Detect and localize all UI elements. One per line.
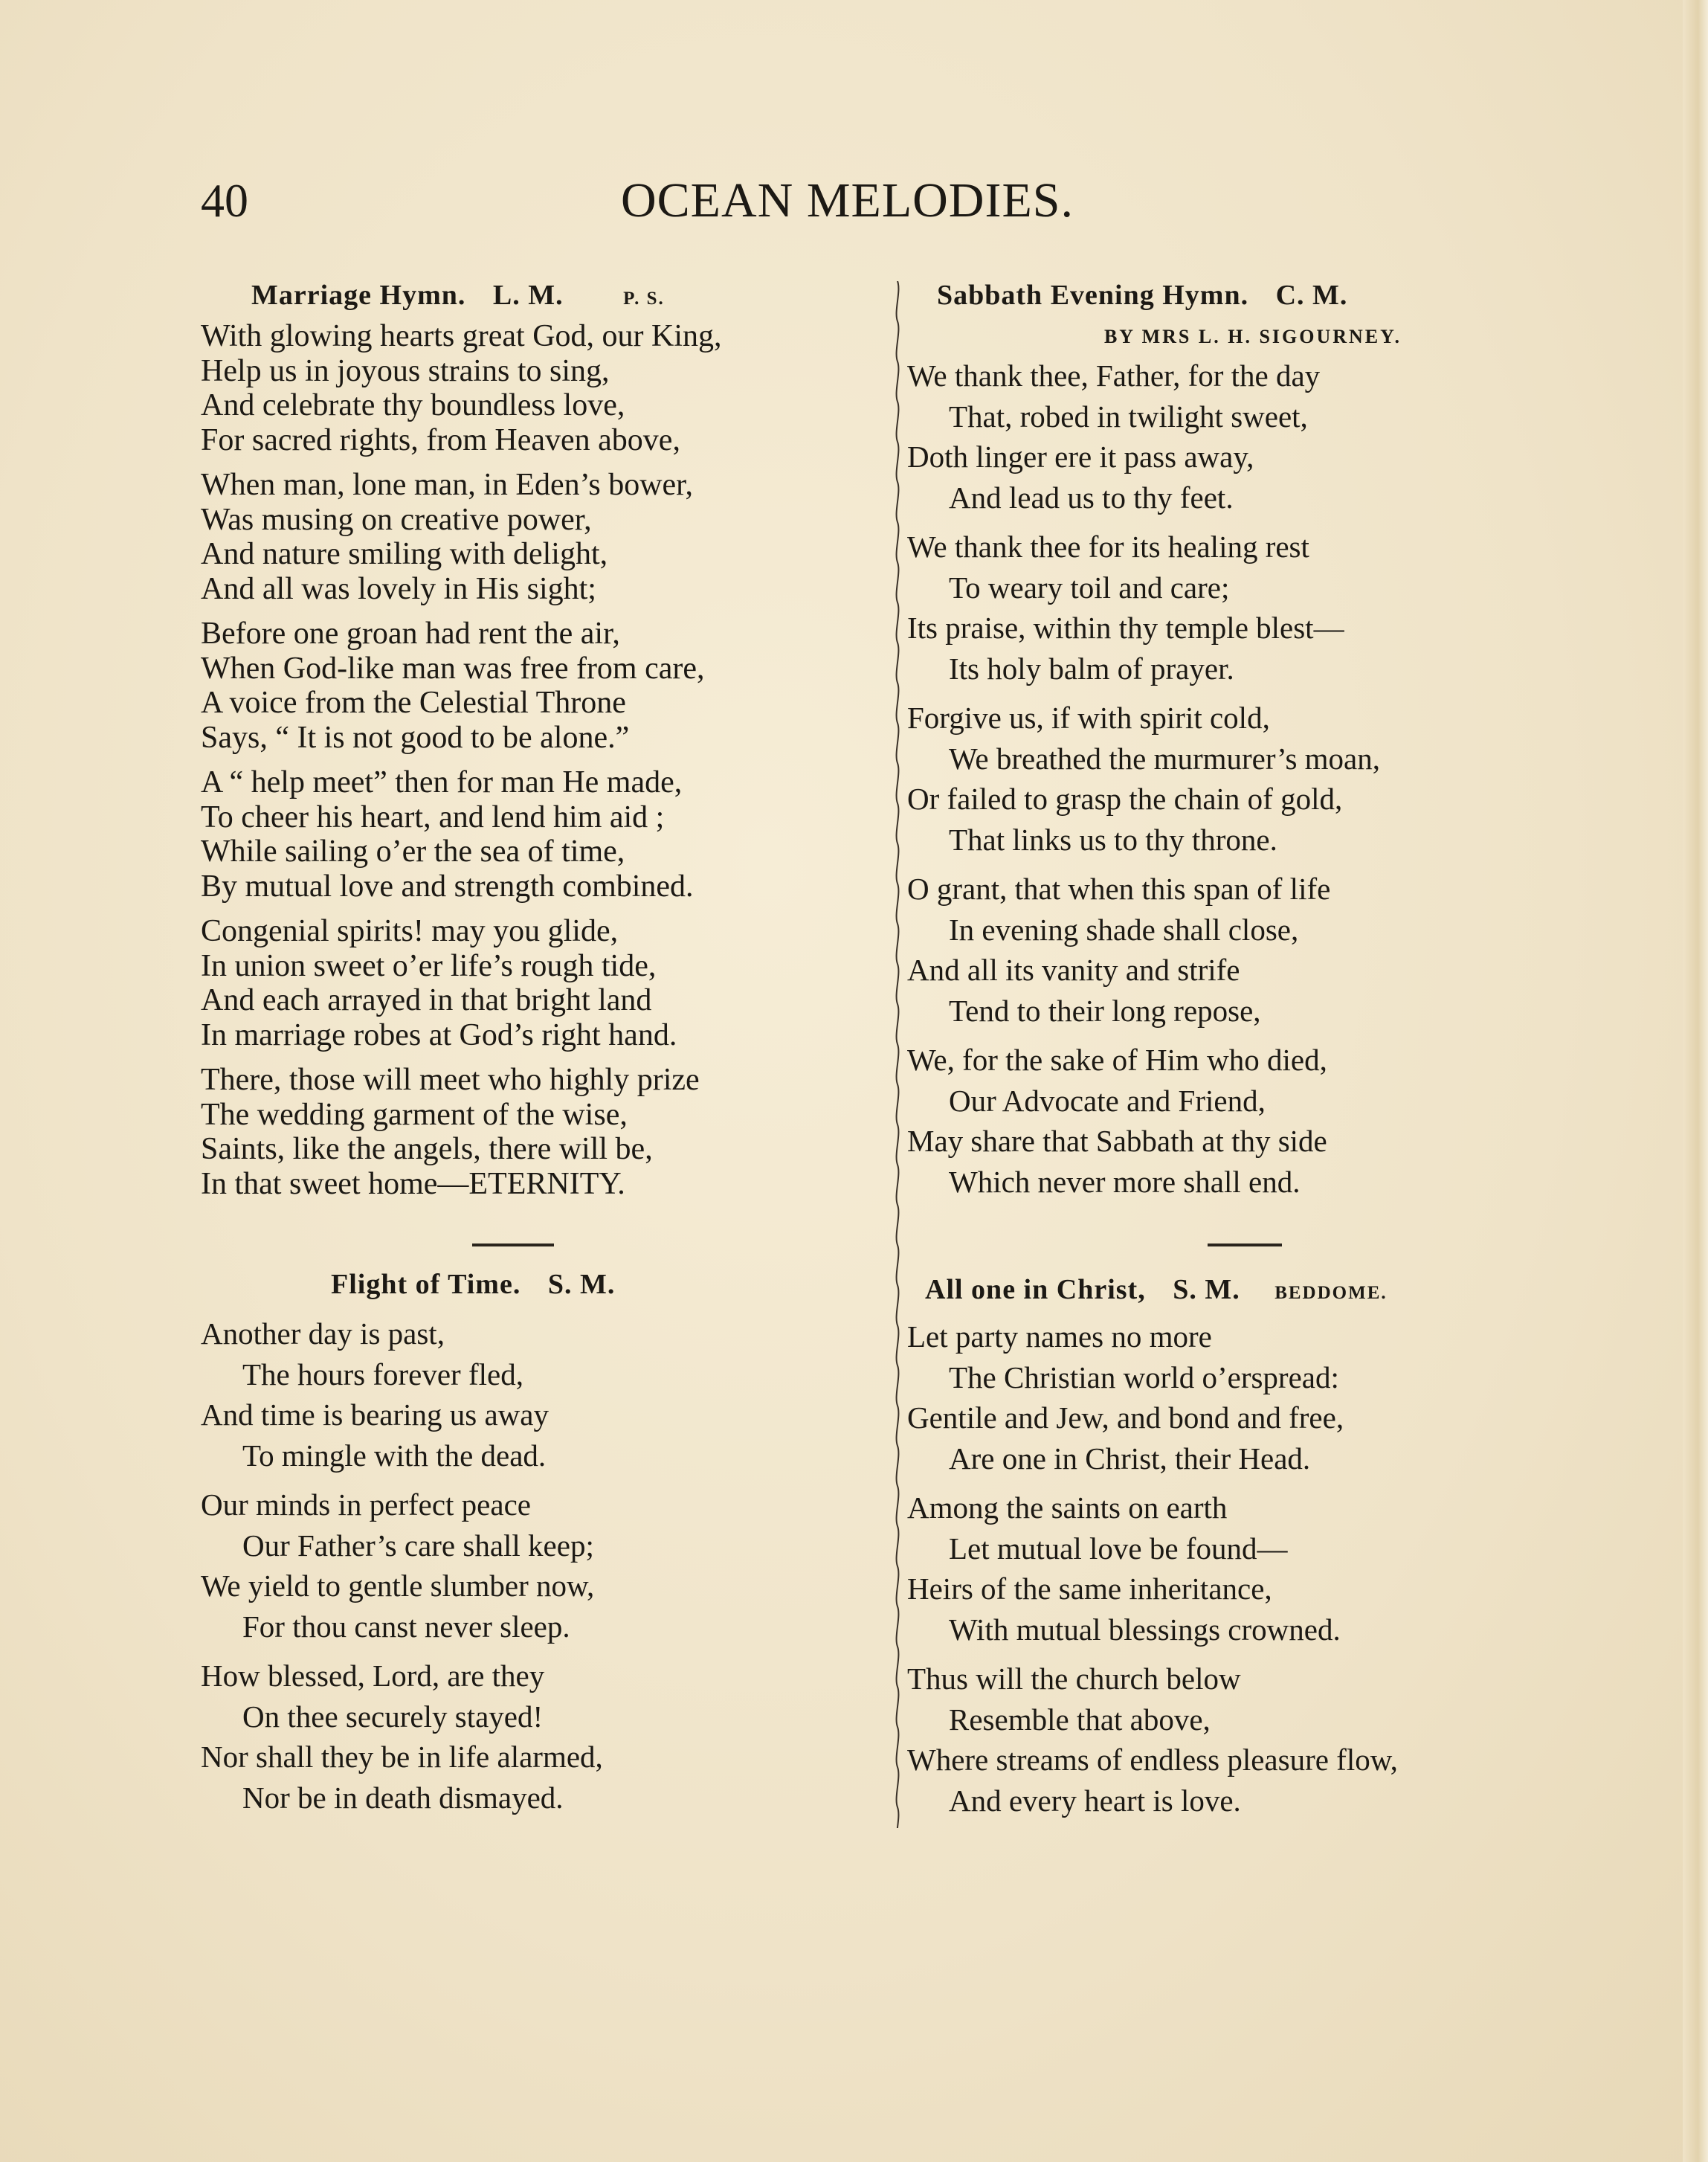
verse-line: That links us to thy throne. — [949, 822, 1277, 857]
verse-line: A “ help meet” then for man He made, — [201, 765, 683, 800]
hymn-author: BEDDOME. — [1274, 1283, 1388, 1303]
verse-line: Among the saints on earth — [907, 1490, 1228, 1525]
hymn-title-text: Sabbath Evening Hymn. — [937, 280, 1249, 311]
stanza — [201, 319, 863, 457]
stanza — [201, 1484, 863, 1647]
verse-line: With glowing hearts great God, our King, — [201, 319, 722, 353]
stanza — [907, 1316, 1599, 1479]
verse-line: We thank thee, Father, for the day — [907, 358, 1321, 393]
verse-line: Which never more shall end. — [949, 1164, 1301, 1199]
verse-line: Before one groan had rent the air, — [201, 617, 620, 651]
verse-line: Our Advocate and Friend, — [949, 1083, 1266, 1118]
verse-line: Its praise, within thy temple blest— — [907, 611, 1344, 645]
stanza — [907, 527, 1599, 689]
verse-line: Another day is past, — [201, 1316, 445, 1351]
verse-line: Was musing on creative power, — [201, 502, 592, 537]
verse-line: Are one in Christ, their Head. — [949, 1441, 1311, 1476]
hymn-title-text: Flight of Time. — [331, 1269, 521, 1300]
verse-line: Forgive us, if with spirit cold, — [907, 701, 1270, 735]
hymn-title-text: All one in Christ, — [925, 1274, 1146, 1305]
verse-line: While sailing o’er the sea of time, — [201, 834, 625, 869]
verse-line: And lead us to thy feet. — [949, 480, 1234, 515]
verse-line: When man, lone man, in Eden’s bower, — [201, 468, 693, 502]
verse-line: The wedding garment of the wise, — [201, 1097, 628, 1132]
verse-line: And all its vanity and strife — [907, 953, 1240, 987]
page-number: 40 — [201, 174, 248, 227]
stanza — [201, 1656, 863, 1818]
hymn-all-one-in-christ — [907, 1270, 1599, 1821]
hymn-meter: C. M. — [1275, 280, 1348, 311]
verse-line: Let mutual love be found— — [949, 1531, 1288, 1566]
verse-line: Let party names no more — [907, 1319, 1212, 1354]
verse-line: Tend to their long repose, — [949, 993, 1261, 1028]
verse-line: Nor be in death dismayed. — [242, 1780, 564, 1815]
hymn-meter: S. M. — [547, 1269, 616, 1300]
verse-line: Our Father’s care shall keep; — [242, 1528, 594, 1563]
stanza — [907, 1040, 1599, 1202]
hymn-flight-of-time — [201, 1264, 863, 1818]
verse-line: That, robed in twilight sweet, — [949, 399, 1308, 434]
verse-line: In that sweet home—ETERNITY. — [201, 1166, 625, 1201]
hymn-title — [907, 1270, 1599, 1313]
hymn-meter: S. M. — [1173, 1274, 1240, 1305]
stanza — [201, 765, 863, 904]
verse-line: We breathed the murmurer’s moan, — [949, 741, 1380, 776]
verse-line: Doth linger ere it pass away, — [907, 440, 1254, 474]
verse-line: Says, “ It is not good to be alone.” — [201, 720, 630, 755]
verse-line: In marriage robes at God’s right hand. — [201, 1017, 677, 1052]
verse-line: Nor shall they be in life alarmed, — [201, 1740, 603, 1774]
running-title: OCEAN MELODIES. — [621, 173, 1074, 228]
stanza — [201, 1063, 863, 1201]
verse-line: To weary toil and care; — [949, 570, 1230, 605]
verse-line: In evening shade shall close, — [949, 912, 1299, 947]
verse-line: Thus will the church below — [907, 1661, 1241, 1696]
verse-line: Our minds in perfect peace — [201, 1487, 531, 1522]
stanza — [907, 1659, 1599, 1821]
verse-line: The hours forever fled, — [242, 1357, 523, 1392]
verse-line: Its holy balm of prayer. — [949, 651, 1234, 686]
verse-line: How blessed, Lord, are they — [201, 1659, 545, 1693]
brace-divider-icon — [892, 281, 903, 1828]
verse-line: The Christian world o’erspread: — [949, 1360, 1339, 1394]
hymn-title-text: Marriage Hymn. — [251, 280, 466, 311]
verse-line: Resemble that above, — [949, 1702, 1211, 1737]
stanza — [201, 617, 863, 755]
verse-line: Gentile and Jew, and bond and free, — [907, 1400, 1344, 1435]
hymn-sabbath-evening — [907, 275, 1599, 1202]
stanza — [201, 914, 863, 1052]
section-rule — [1208, 1244, 1282, 1246]
hymn-title — [201, 1264, 863, 1304]
verse-line: And time is bearing us away — [201, 1397, 549, 1432]
verse-line: We, for the sake of Him who died, — [907, 1043, 1327, 1077]
stanza — [907, 1487, 1599, 1650]
verse-line: Congenial spirits! may you glide, — [201, 914, 619, 948]
hymn-marriage — [201, 275, 863, 1201]
verse-line: For sacred rights, from Heaven above, — [201, 422, 680, 457]
column-brace-divider — [892, 281, 903, 1828]
page-header — [201, 167, 1167, 234]
page-edge — [1683, 0, 1708, 2162]
verse-line: And celebrate thy boundless love, — [201, 388, 625, 422]
hymn-meter: L. M. — [492, 280, 564, 311]
section-rule — [472, 1244, 554, 1246]
verse-line: By mutual love and strength combined. — [201, 869, 694, 904]
verse-line: There, those will meet who highly prize — [201, 1063, 700, 1097]
verse-line: A voice from the Celestial Throne — [201, 686, 626, 720]
verse-line: With mutual blessings crowned. — [949, 1612, 1341, 1647]
verse-line: On thee securely stayed! — [242, 1699, 544, 1734]
stanza — [201, 1313, 863, 1476]
stanza — [201, 468, 863, 606]
stanza — [907, 355, 1599, 518]
stanza — [907, 698, 1599, 860]
verse-line: To mingle with the dead. — [242, 1438, 547, 1473]
verse-line: We yield to gentle slumber now, — [201, 1569, 595, 1603]
verse-line: For thou canst never sleep. — [242, 1609, 570, 1644]
verse-line: Or failed to grasp the chain of gold, — [907, 782, 1343, 816]
verse-line: When God-like man was free from care, — [201, 651, 705, 686]
hymn-title — [201, 275, 863, 319]
verse-line: In union sweet o’er life’s rough tide, — [201, 948, 657, 983]
verse-line: And all was lovely in His sight; — [201, 571, 596, 606]
verse-line: Saints, like the angels, there will be, — [201, 1132, 653, 1166]
verse-line: O grant, that when this span of life — [907, 872, 1331, 906]
hymn-byline: BY MRS L. H. SIGOURNEY. — [1103, 326, 1402, 347]
verse-line: Heirs of the same inheritance, — [907, 1571, 1272, 1606]
verse-line: And nature smiling with delight, — [201, 537, 608, 571]
hymn-title — [907, 275, 1599, 315]
verse-line: Help us in joyous strains to sing, — [201, 353, 610, 388]
verse-line: Where streams of endless pleasure flow, — [907, 1743, 1398, 1777]
verse-line: And every heart is love. — [949, 1783, 1241, 1818]
stanza — [907, 869, 1599, 1031]
verse-line: We thank thee for its healing rest — [907, 530, 1309, 564]
verse-line: And each arrayed in that bright land — [201, 983, 652, 1017]
verse-line: To cheer his heart, and lend him aid ; — [201, 800, 665, 834]
hymn-author: P. S. — [623, 289, 665, 309]
verse-line: May share that Sabbath at thy side — [907, 1124, 1327, 1158]
